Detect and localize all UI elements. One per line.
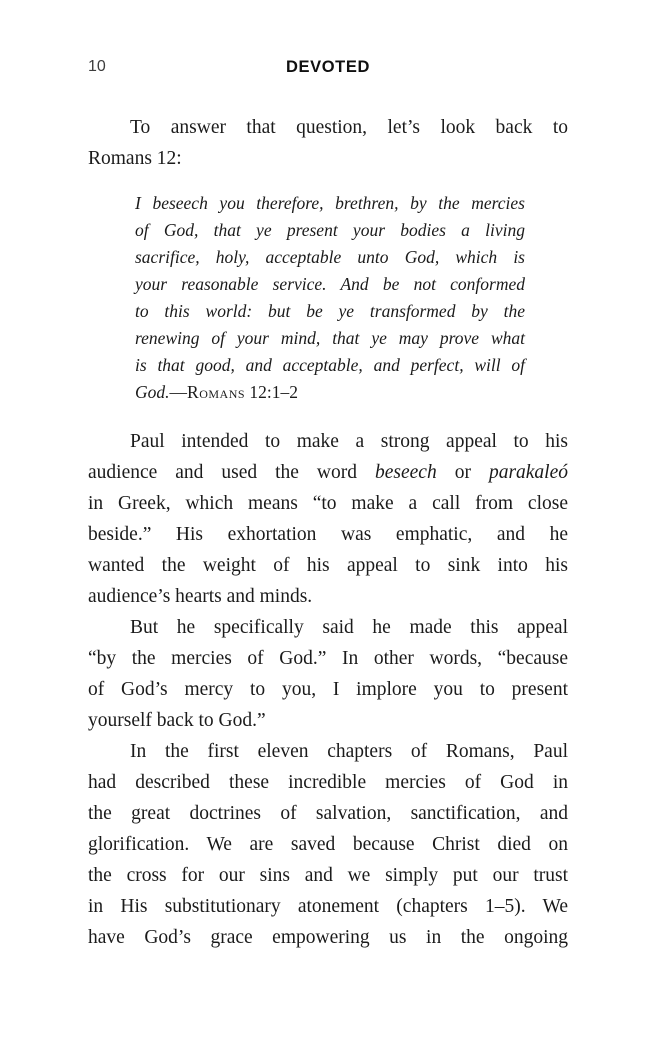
italic-term: parakaleó [488, 462, 569, 483]
body-line: wanted the weight of his appeal to sink into his [88, 555, 568, 576]
attribution-reference: 12:1–2 [245, 382, 299, 402]
body-line: in Greek, which means “to make a call from close [88, 493, 568, 514]
quote-line: your reasonable service. And be not conformed [135, 274, 525, 294]
body-line: the great doctrines of salvation, sanctification, and [88, 803, 568, 824]
body-line: To answer that question, let’s look back to [130, 117, 568, 138]
paragraph [88, 112, 568, 174]
body-line: the cross for our sins and we simply put our trust [88, 865, 568, 886]
page-number: 10 [88, 58, 106, 75]
body-line: yourself back to God.” [88, 710, 266, 731]
body-line [88, 457, 568, 488]
body-line: In the first eleven chapters of Romans, Paul [130, 741, 568, 762]
quote-line: sacrifice, holy, acceptable unto God, which is [135, 247, 525, 267]
quote-line: I beseech you therefore, brethren, by the mercies [135, 193, 525, 213]
page-header [0, 56, 656, 78]
line-segment: or [436, 462, 489, 483]
body-line: beside.” His exhortation was emphatic, and he [88, 524, 568, 545]
quote-line: is that good, and acceptable, and perfect, will of [135, 355, 525, 375]
quote-end-word: God. [135, 382, 170, 402]
quote-line: renewing of your mind, that ye may prove what [135, 328, 525, 348]
attribution-dash: — [169, 382, 188, 402]
body-line: in His substitutionary atonement (chapters 1–5). We [88, 896, 568, 917]
body-line: of God’s mercy to you, I implore you to present [88, 679, 568, 700]
quote-line: to this world: but be ye transformed by the [135, 301, 525, 321]
quote-attribution [135, 379, 525, 406]
body-line: audience’s hearts and minds. [88, 586, 313, 607]
line-segment: audience and used the word [88, 462, 375, 483]
paragraph [88, 736, 568, 953]
quote-line: of God, that ye present your bodies a living [135, 220, 525, 240]
paragraph [88, 612, 568, 736]
body-line: have God’s grace empowering us in the ongoing [88, 927, 568, 948]
body-line: had described these incredible mercies of God in [88, 772, 568, 793]
body-line: But he specifically said he made this appeal [130, 617, 568, 638]
body-line: “by the mercies of God.” In other words, “because [88, 648, 568, 669]
body-line: Romans 12: [88, 148, 182, 169]
attribution-book: Romans [187, 382, 246, 402]
italic-term: beseech [375, 462, 437, 483]
paragraph [88, 426, 568, 612]
running-title: DEVOTED [286, 58, 370, 76]
body-line: glorification. We are saved because Christ died on [88, 834, 568, 855]
scripture-quote [135, 190, 525, 406]
body-text [88, 112, 568, 953]
body-line: Paul intended to make a strong appeal to his [130, 431, 568, 452]
